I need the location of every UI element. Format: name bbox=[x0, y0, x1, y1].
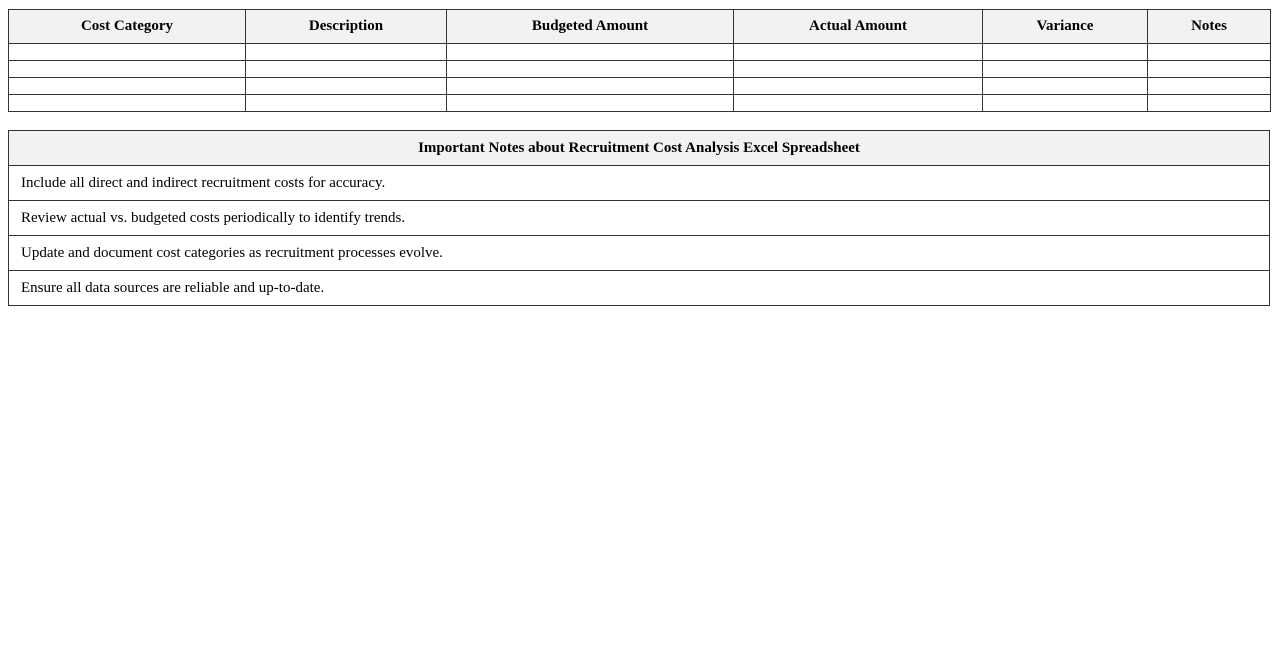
table-cell[interactable] bbox=[9, 61, 246, 78]
table-cell[interactable] bbox=[734, 61, 983, 78]
header-budgeted-amount: Budgeted Amount bbox=[447, 10, 734, 44]
table-cell[interactable] bbox=[9, 95, 246, 112]
table-cell[interactable] bbox=[983, 95, 1148, 112]
table-cell[interactable] bbox=[1148, 44, 1271, 61]
table-cell[interactable] bbox=[246, 78, 447, 95]
table-cell[interactable] bbox=[1148, 95, 1271, 112]
table-cell[interactable] bbox=[9, 78, 246, 95]
table-row bbox=[9, 61, 1271, 78]
note-text: Review actual vs. budgeted costs periodically to identify trends. bbox=[9, 201, 1270, 236]
note-text: Update and document cost categories as recruitment processes evolve. bbox=[9, 236, 1270, 271]
important-notes-table bbox=[8, 130, 1270, 306]
table-cell[interactable] bbox=[447, 95, 734, 112]
header-actual-amount: Actual Amount bbox=[734, 10, 983, 44]
table-cell[interactable] bbox=[1148, 61, 1271, 78]
table-cell[interactable] bbox=[246, 61, 447, 78]
cost-analysis-table bbox=[8, 9, 1271, 112]
table-cell[interactable] bbox=[447, 61, 734, 78]
table-cell[interactable] bbox=[983, 78, 1148, 95]
note-row bbox=[9, 201, 1270, 236]
table-cell[interactable] bbox=[983, 61, 1148, 78]
table-cell[interactable] bbox=[734, 95, 983, 112]
note-text: Ensure all data sources are reliable and up-to-date. bbox=[9, 271, 1270, 306]
table-row bbox=[9, 78, 1271, 95]
note-row bbox=[9, 166, 1270, 201]
header-description: Description bbox=[246, 10, 447, 44]
table-cell[interactable] bbox=[1148, 78, 1271, 95]
table-cell[interactable] bbox=[447, 78, 734, 95]
notes-header-row bbox=[9, 131, 1270, 166]
note-row bbox=[9, 236, 1270, 271]
table-cell[interactable] bbox=[734, 44, 983, 61]
header-cost-category: Cost Category bbox=[9, 10, 246, 44]
table-header-row bbox=[9, 10, 1271, 44]
note-text: Include all direct and indirect recruitment costs for accuracy. bbox=[9, 166, 1270, 201]
header-notes: Notes bbox=[1148, 10, 1271, 44]
note-row bbox=[9, 271, 1270, 306]
table-cell[interactable] bbox=[447, 44, 734, 61]
table-cell[interactable] bbox=[246, 44, 447, 61]
table-row bbox=[9, 95, 1271, 112]
table-cell[interactable] bbox=[734, 78, 983, 95]
table-row bbox=[9, 44, 1271, 61]
header-variance: Variance bbox=[983, 10, 1148, 44]
table-cell[interactable] bbox=[9, 44, 246, 61]
table-cell[interactable] bbox=[246, 95, 447, 112]
notes-title: Important Notes about Recruitment Cost Analysis Excel Spreadsheet bbox=[9, 131, 1270, 166]
table-cell[interactable] bbox=[983, 44, 1148, 61]
